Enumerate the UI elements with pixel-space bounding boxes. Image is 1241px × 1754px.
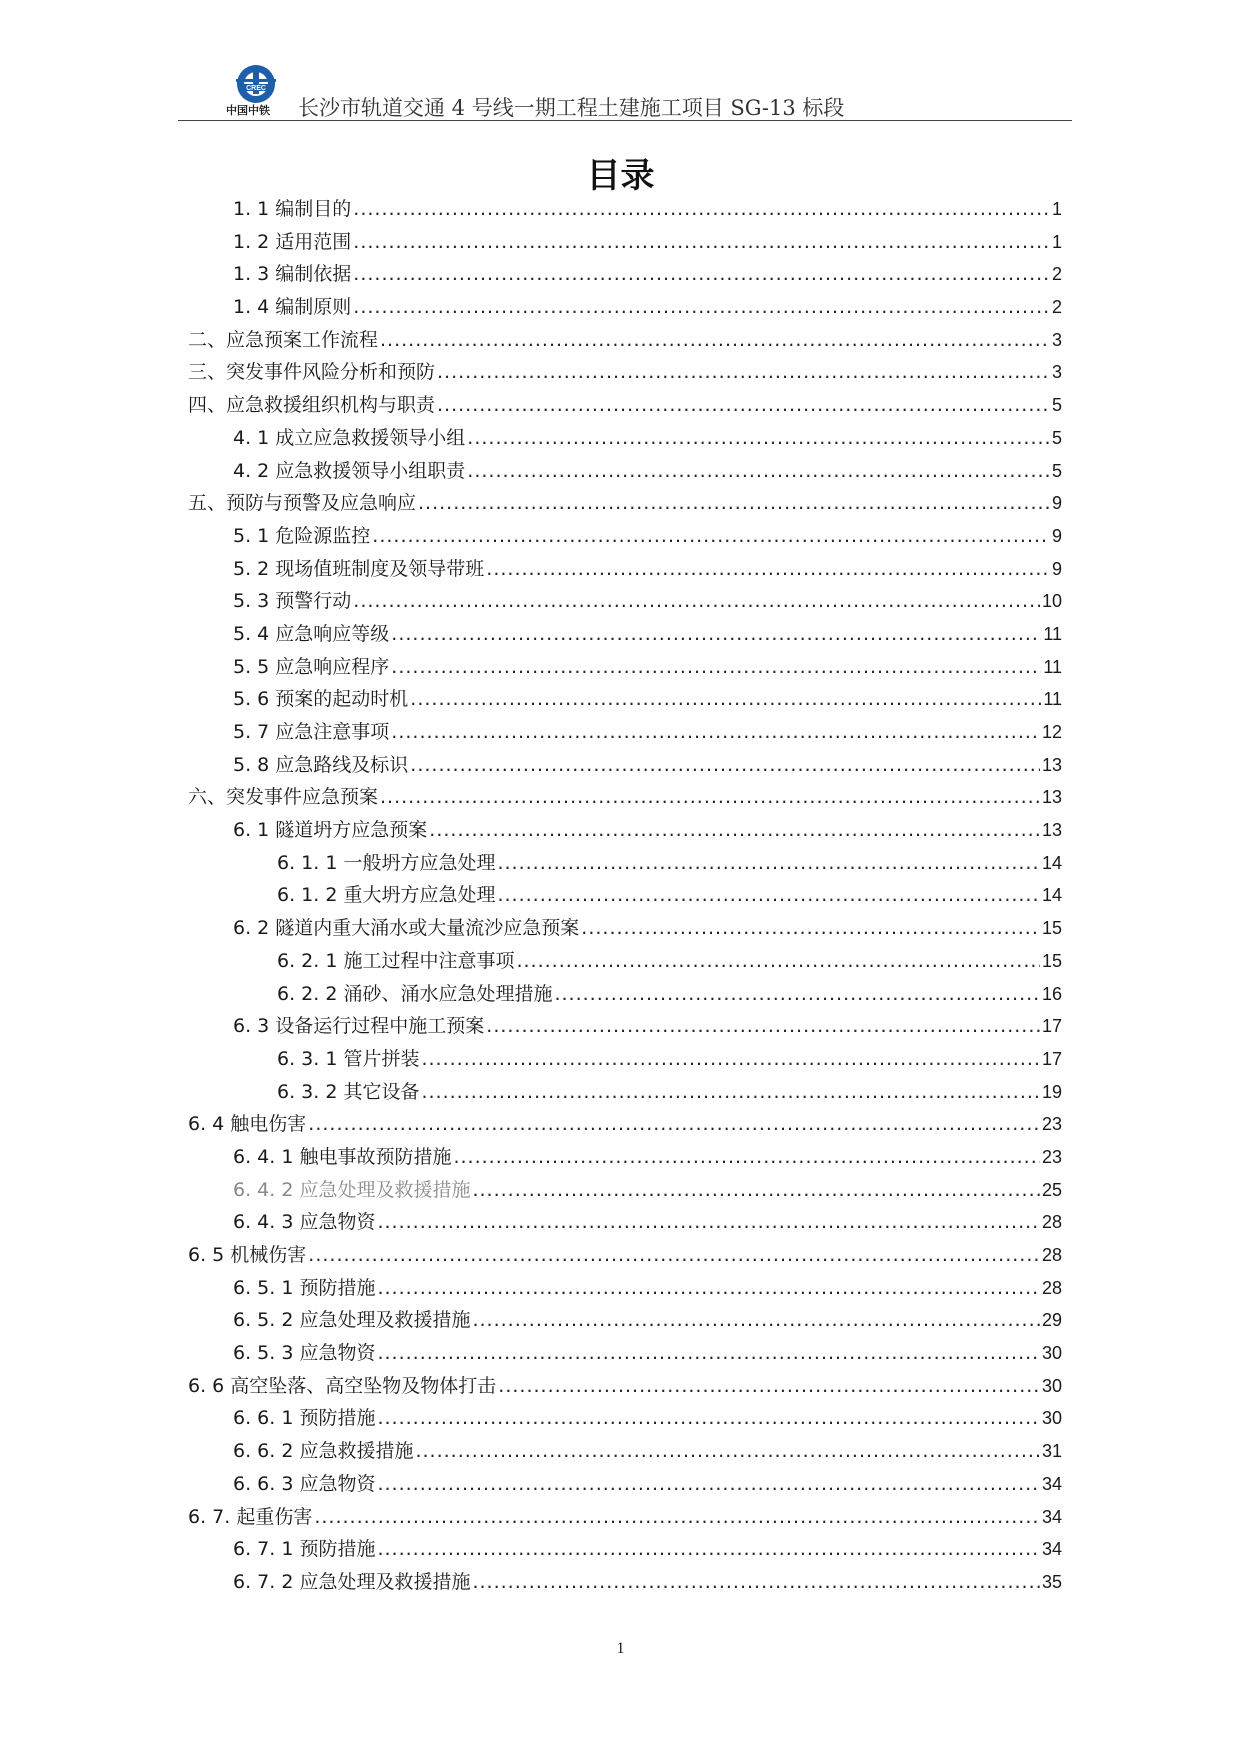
toc-entry-page: 1	[1051, 231, 1062, 252]
toc-entry-page: 5	[1051, 460, 1062, 481]
toc-entry-page: 19	[1041, 1081, 1062, 1102]
toc-entry-label: 1. 2 适用范围	[233, 230, 352, 253]
toc-leader-dots	[353, 226, 1050, 259]
toc-entry-page: 11	[1043, 689, 1062, 710]
toc-entry-label: 二、应急预案工作流程	[188, 328, 379, 351]
toc-entry[interactable]	[188, 1435, 1062, 1468]
toc-entry-label: 6. 5. 1 预防措施	[233, 1276, 376, 1299]
toc-entry[interactable]	[188, 1272, 1062, 1305]
toc-entry-label: 6. 5. 2 应急处理及救援措施	[233, 1309, 471, 1332]
toc-leader-dots	[353, 585, 1040, 618]
toc-entry-label: 6. 6. 2 应急救援措施	[233, 1440, 414, 1463]
toc-entry-page: 2	[1051, 297, 1062, 318]
toc-entry-page: 12	[1041, 722, 1062, 742]
toc-entry-label: 三、突发事件风险分析和预防	[188, 361, 436, 384]
toc-entry-label: 6. 7. 1 预防措施	[233, 1538, 376, 1561]
toc-leader-dots	[415, 1435, 1040, 1468]
toc-entry-page: 28	[1041, 1245, 1062, 1265]
toc-leader-dots	[353, 193, 1050, 226]
toc-entry[interactable]	[188, 879, 1062, 912]
toc-leader-dots	[516, 945, 1040, 978]
toc-entry-label: 6. 4. 1 触电事故预防措施	[233, 1145, 452, 1168]
toc-entry-page: 23	[1041, 1146, 1062, 1167]
toc-entry[interactable]	[188, 1076, 1062, 1109]
toc-entry-label: 四、应急救援组织机构与职责	[188, 394, 436, 417]
toc-entry[interactable]	[188, 651, 1062, 684]
toc-leader-dots	[410, 683, 1041, 716]
toc-entry[interactable]	[188, 1141, 1062, 1174]
toc-entry[interactable]	[188, 1533, 1062, 1566]
toc-entry-page: 11	[1043, 656, 1062, 677]
toc-entry-label: 6. 1. 2 重大坍方应急处理	[277, 884, 496, 907]
toc-entry-page: 35	[1041, 1571, 1062, 1592]
toc-leader-dots	[467, 455, 1050, 488]
toc-entry[interactable]	[188, 1566, 1062, 1599]
toc-leader-dots	[353, 258, 1050, 291]
toc-leader-dots	[308, 1108, 1040, 1141]
toc-leader-dots	[429, 814, 1040, 847]
toc-leader-dots	[472, 1174, 1040, 1207]
toc-entry-page: 15	[1041, 918, 1062, 939]
toc-entry-label: 5. 5 应急响应程序	[233, 655, 390, 678]
toc-entry[interactable]	[188, 1501, 1062, 1534]
toc-leader-dots	[421, 1043, 1040, 1076]
header-title: 长沙市轨道交通 4 号线一期工程土建施工项目 SG-13 标段	[298, 96, 845, 120]
toc-entry[interactable]	[188, 847, 1062, 880]
toc-entry-label: 1. 4 编制原则	[233, 296, 352, 319]
toc-entry[interactable]	[188, 912, 1062, 945]
toc-entry-label: 5. 2 现场值班制度及领导带班	[233, 557, 485, 580]
toc-entry-page: 5	[1051, 395, 1062, 416]
toc-entry-label: 6. 6 高空坠落、高空坠物及物体打击	[188, 1374, 497, 1397]
toc-leader-dots	[377, 1468, 1040, 1501]
toc-entry-label: 6. 5 机械伤害	[188, 1244, 307, 1266]
toc-entry-page: 30	[1041, 1408, 1062, 1429]
header-divider	[178, 120, 1072, 121]
toc-entry-page: 3	[1051, 362, 1062, 383]
toc-leader-dots	[377, 1206, 1040, 1239]
toc-leader-dots	[380, 324, 1050, 357]
toc-entry-label: 6. 6. 1 预防措施	[233, 1407, 376, 1430]
logo-text: 中国中铁	[226, 104, 270, 117]
table-of-contents	[188, 193, 1062, 1599]
toc-entry[interactable]	[188, 1370, 1062, 1403]
toc-leader-dots	[377, 1402, 1040, 1435]
toc-entry-label: 6. 2. 2 涌砂、涌水应急处理措施	[277, 982, 553, 1005]
toc-entry-label: 6. 3 设备运行过程中施工预案	[233, 1015, 485, 1038]
toc-entry-page: 28	[1041, 1212, 1062, 1233]
toc-entry-label: 5. 6 预案的起动时机	[233, 688, 409, 711]
toc-entry-page: 9	[1051, 558, 1062, 579]
toc-entry[interactable]	[188, 324, 1062, 357]
toc-entry-page: 9	[1051, 493, 1062, 514]
toc-leader-dots	[353, 291, 1050, 324]
toc-entry-label: 6. 6. 3 应急物资	[233, 1472, 376, 1495]
toc-entry-page: 31	[1041, 1441, 1062, 1462]
toc-entry[interactable]	[188, 389, 1062, 422]
svg-text:CREC: CREC	[246, 85, 266, 92]
toc-leader-dots	[467, 422, 1050, 455]
toc-entry-label: 5. 3 预警行动	[233, 590, 352, 613]
toc-entry-page: 25	[1041, 1179, 1062, 1200]
toc-entry[interactable]	[188, 226, 1062, 259]
toc-entry-page: 13	[1041, 787, 1062, 808]
toc-leader-dots	[308, 1239, 1040, 1272]
toc-leader-dots	[486, 553, 1050, 586]
toc-entry-label: 5. 7 应急注意事项	[233, 721, 390, 743]
toc-entry-label: 6. 3. 2 其它设备	[277, 1080, 420, 1103]
toc-entry-label: 5. 4 应急响应等级	[233, 622, 390, 645]
toc-leader-dots	[380, 781, 1040, 814]
toc-leader-dots	[377, 1272, 1040, 1305]
toc-entry-label: 5. 1 危险源监控	[233, 524, 371, 547]
toc-entry-label: 6. 4 触电伤害	[188, 1113, 307, 1136]
toc-leader-dots	[486, 1010, 1040, 1043]
toc-entry-label: 6. 1 隧道坍方应急预案	[233, 819, 428, 842]
toc-entry[interactable]	[188, 1206, 1062, 1239]
toc-entry-page: 11	[1043, 623, 1062, 644]
toc-entry[interactable]	[188, 683, 1062, 716]
toc-entry-label: 6. 2 隧道内重大涌水或大量流沙应急预案	[233, 917, 580, 940]
toc-entry-label: 1. 1 编制目的	[233, 198, 352, 220]
toc-entry-page: 34	[1041, 1506, 1062, 1527]
toc-entry-label: 4. 2 应急救援领导小组职责	[233, 459, 466, 482]
toc-entry-page: 15	[1041, 950, 1062, 971]
toc-leader-dots	[581, 912, 1040, 945]
toc-entry-page: 2	[1051, 264, 1062, 285]
toc-leader-dots	[497, 879, 1040, 912]
toc-leader-dots	[391, 651, 1041, 684]
toc-leader-dots	[372, 520, 1050, 553]
toc-entry[interactable]	[188, 193, 1062, 226]
toc-leader-dots	[377, 1533, 1040, 1566]
toc-leader-dots	[472, 1304, 1040, 1337]
toc-entry-page: 14	[1041, 885, 1062, 906]
toc-entry[interactable]	[188, 258, 1062, 291]
toc-entry[interactable]	[188, 1108, 1062, 1141]
toc-entry-page: 3	[1051, 329, 1062, 350]
toc-entry[interactable]	[188, 978, 1062, 1011]
toc-entry-page: 30	[1041, 1343, 1062, 1364]
toc-entry[interactable]	[188, 585, 1062, 618]
toc-entry-page: 30	[1041, 1375, 1062, 1396]
toc-leader-dots	[498, 1370, 1040, 1403]
toc-entry[interactable]	[188, 618, 1062, 651]
toc-entry[interactable]	[188, 455, 1062, 488]
toc-leader-dots	[437, 389, 1050, 422]
toc-entry-page: 34	[1041, 1539, 1062, 1560]
toc-entry-page: 34	[1041, 1473, 1062, 1494]
toc-entry-page: 13	[1041, 754, 1062, 775]
toc-entry-label: 6. 7. 起重伤害	[188, 1505, 313, 1528]
toc-leader-dots	[437, 356, 1050, 389]
toc-entry[interactable]	[188, 781, 1062, 814]
toc-entry[interactable]	[188, 520, 1062, 553]
toc-leader-dots	[391, 716, 1040, 749]
toc-entry-page: 1	[1051, 199, 1062, 219]
toc-entry-page: 28	[1041, 1277, 1062, 1298]
toc-entry[interactable]	[188, 1239, 1062, 1272]
toc-entry-label: 6. 3. 1 管片拼装	[277, 1047, 420, 1070]
toc-entry[interactable]	[188, 716, 1062, 749]
toc-entry[interactable]	[188, 487, 1062, 520]
toc-entry[interactable]	[188, 814, 1062, 847]
page-number: 1	[616, 1640, 625, 1657]
toc-entry-page: 17	[1041, 1048, 1062, 1069]
toc-entry[interactable]	[188, 1010, 1062, 1043]
page-header	[178, 58, 1072, 120]
toc-entry-label: 6. 2. 1 施工过程中注意事项	[277, 949, 515, 972]
toc-entry-label: 1. 3 编制依据	[233, 263, 352, 286]
toc-entry-label: 6. 1. 1 一般坍方应急处理	[277, 851, 496, 874]
toc-entry-page: 23	[1041, 1114, 1062, 1135]
toc-entry-page: 17	[1041, 1016, 1062, 1037]
toc-leader-dots	[418, 487, 1050, 520]
toc-leader-dots	[377, 1337, 1040, 1370]
toc-entry[interactable]	[188, 1304, 1062, 1337]
toc-entry[interactable]	[188, 945, 1062, 978]
toc-entry-label: 6. 7. 2 应急处理及救援措施	[233, 1570, 471, 1593]
toc-entry-page: 9	[1051, 525, 1062, 546]
toc-leader-dots	[421, 1076, 1040, 1109]
toc-entry-label: 5. 8 应急路线及标识	[233, 753, 409, 776]
toc-title: 目录	[586, 156, 655, 196]
toc-leader-dots	[314, 1501, 1040, 1534]
toc-leader-dots	[554, 978, 1040, 1011]
toc-entry[interactable]	[188, 553, 1062, 586]
toc-leader-dots	[453, 1141, 1040, 1174]
toc-entry[interactable]	[188, 1468, 1062, 1501]
toc-leader-dots	[497, 847, 1040, 880]
toc-entry-page: 10	[1041, 591, 1062, 612]
toc-entry-label: 五、预防与预警及应急响应	[188, 492, 417, 515]
toc-entry-label: 6. 5. 3 应急物资	[233, 1342, 376, 1365]
toc-entry[interactable]	[188, 356, 1062, 389]
toc-entry-page: 5	[1051, 427, 1062, 448]
toc-entry[interactable]	[188, 1337, 1062, 1370]
toc-leader-dots	[410, 749, 1040, 782]
toc-entry-label: 6. 4. 2 应急处理及救援措施	[233, 1178, 471, 1201]
toc-entry[interactable]	[188, 1043, 1062, 1076]
toc-entry[interactable]	[188, 749, 1062, 782]
toc-entry-page: 13	[1041, 820, 1062, 841]
toc-entry[interactable]	[188, 1174, 1062, 1207]
toc-entry-label: 4. 1 成立应急救援领导小组	[233, 426, 466, 449]
toc-leader-dots	[472, 1566, 1040, 1599]
toc-entry-page: 29	[1041, 1310, 1062, 1331]
toc-entry-page: 16	[1041, 983, 1062, 1004]
toc-entry-page: 14	[1041, 852, 1062, 873]
toc-entry[interactable]	[188, 1402, 1062, 1435]
toc-entry[interactable]	[188, 422, 1062, 455]
toc-leader-dots	[391, 618, 1041, 651]
toc-entry[interactable]	[188, 291, 1062, 324]
toc-entry-label: 6. 4. 3 应急物资	[233, 1211, 376, 1234]
toc-entry-label: 六、突发事件应急预案	[188, 786, 379, 809]
